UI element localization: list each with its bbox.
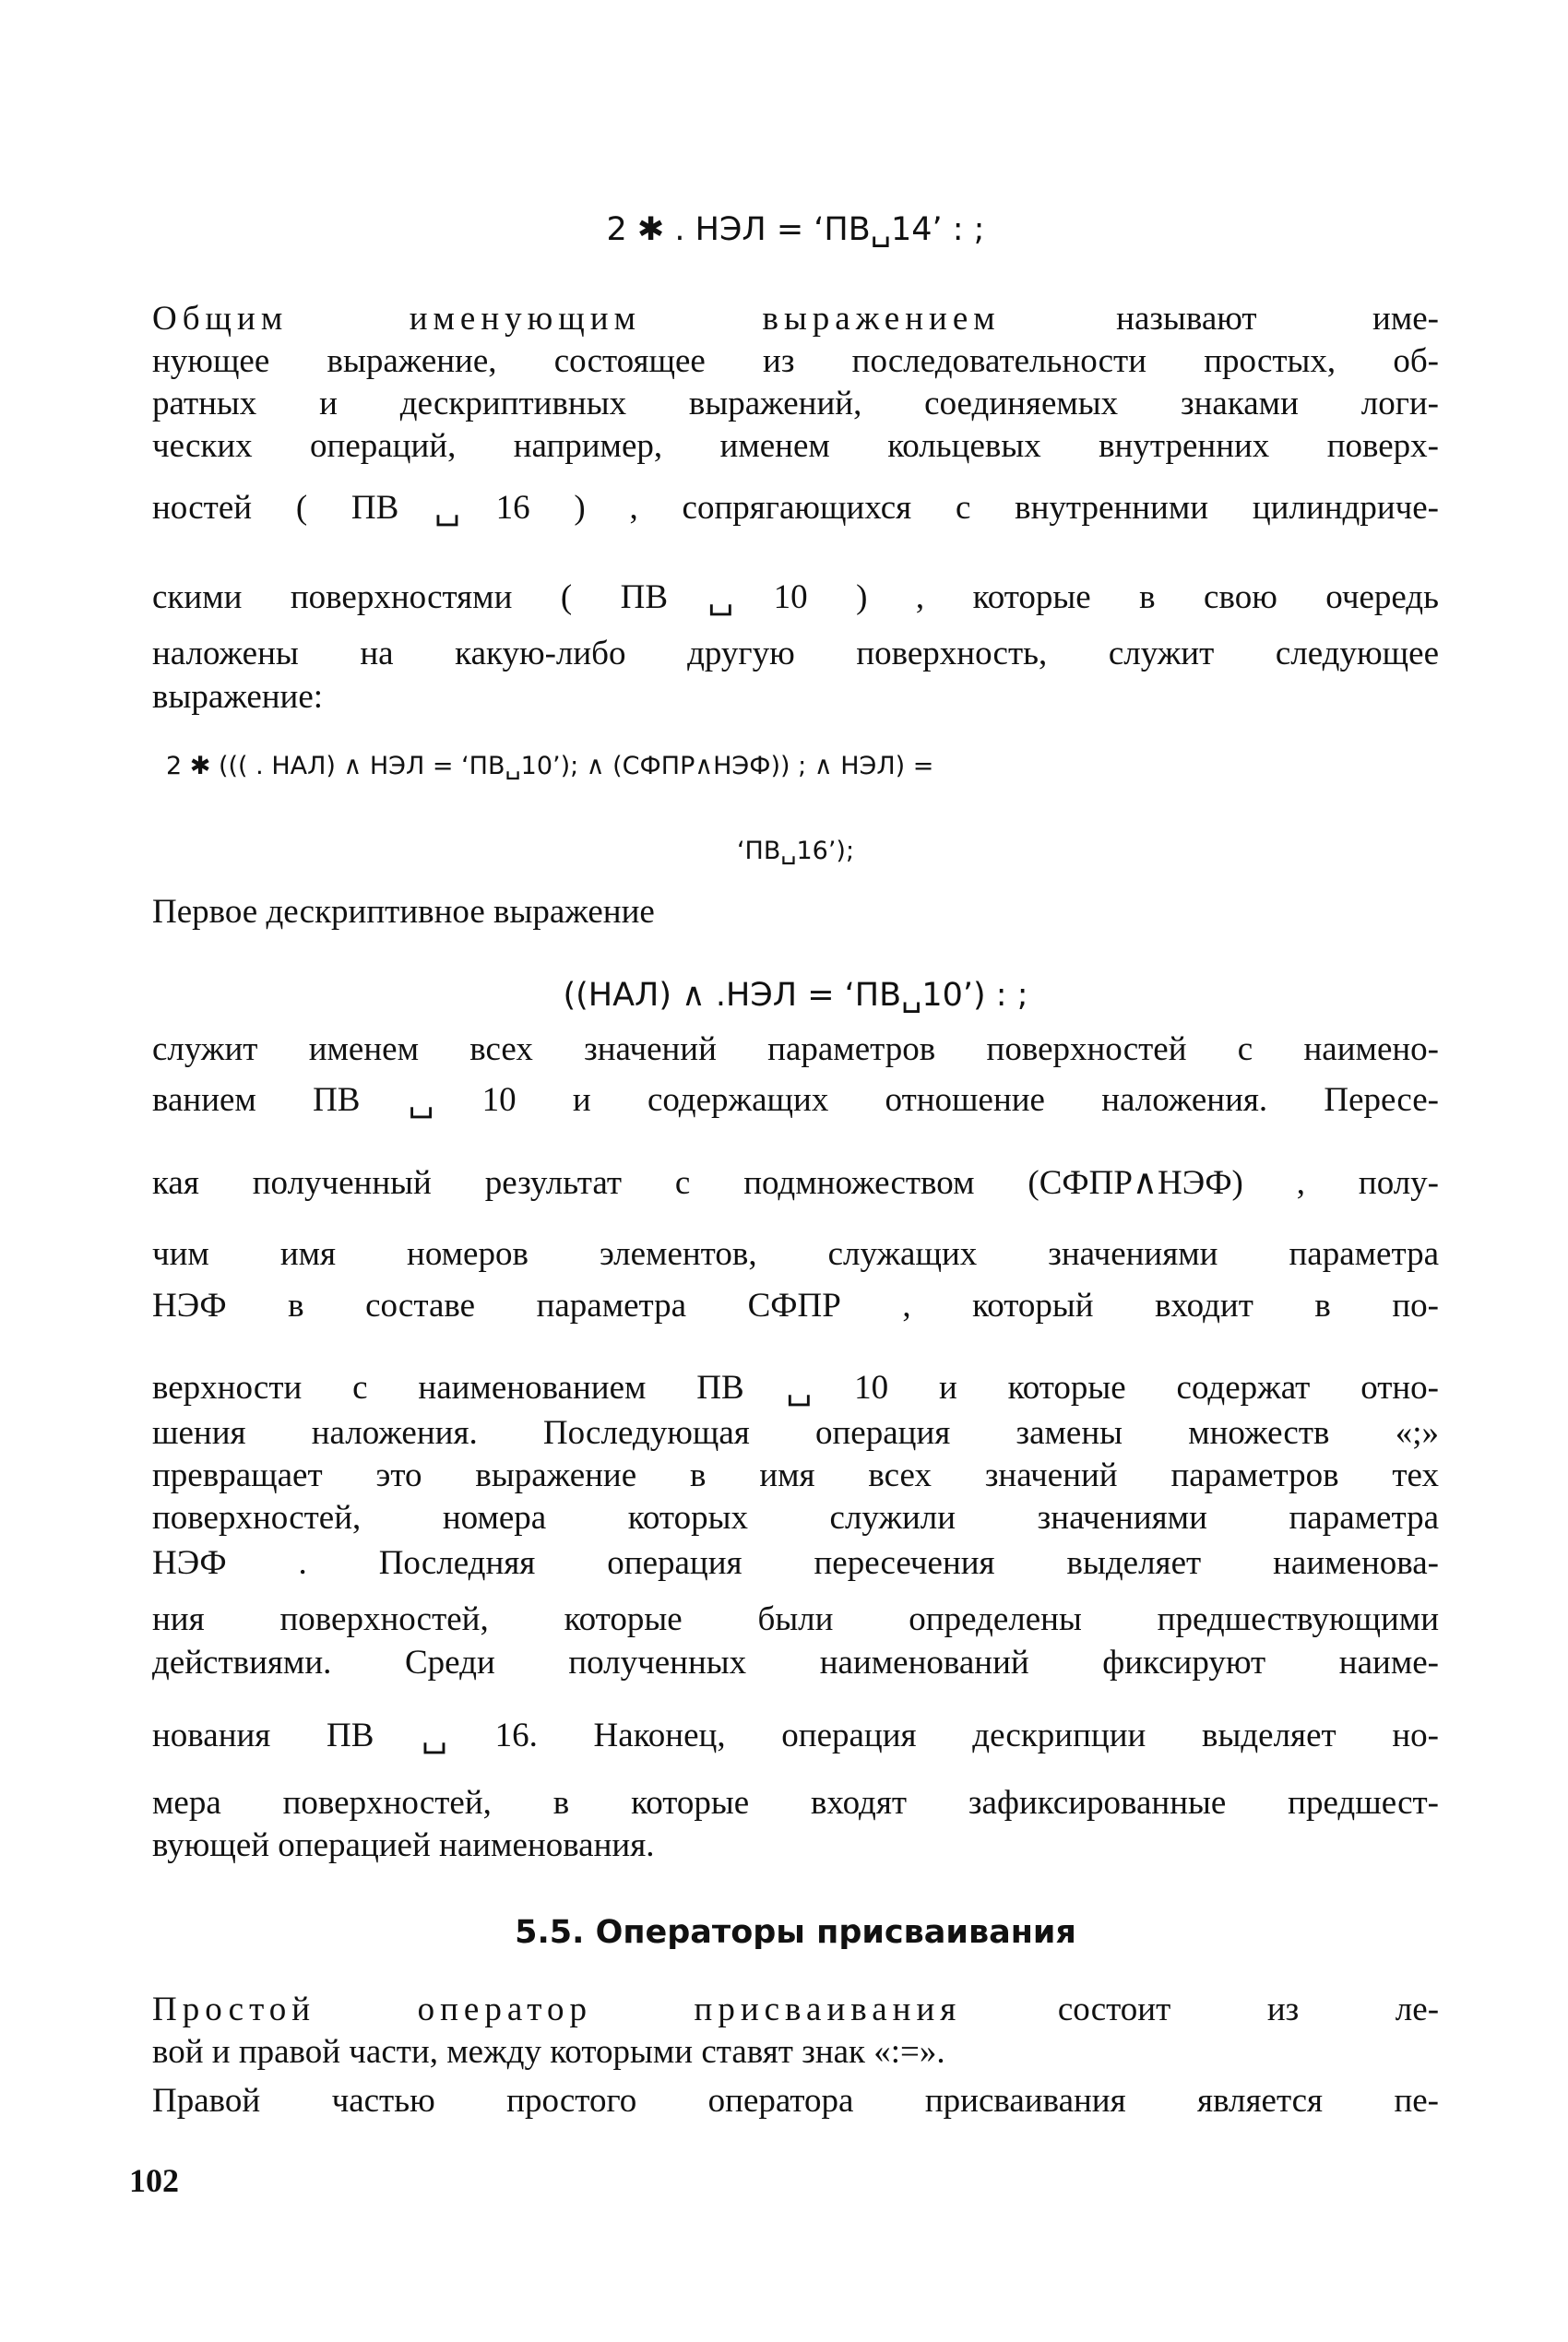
paragraph-1-line-5: ностей ( ПВ␣16 ) , сопрягающихся с внутренними цилиндриче- [152,489,1439,527]
paragraph-1-line-7: наложены на какую-либо другую поверхность, служит следующее [152,635,1439,672]
term-simple-assignment-operator: Простой оператор присваивания [152,1991,962,2028]
paragraph-3-line-6: верхности с наименованием ПВ␣10 и которые содержат отно- [152,1369,1439,1407]
paragraph-1-line-8: выражение: [152,678,324,716]
paragraph-3-line-1: служит именем всех значений параметров поверхностей с наимено- [152,1030,1439,1068]
paragraph-3-line-15: вующей операцией наименования. [152,1826,655,1864]
formula-2-line-2: ‘ПВ␣16’); [736,837,855,865]
paragraph-3-line-9: поверхностей, номера которых служили значениями параметра [152,1499,1439,1537]
paragraph-4-line-3: Правой частью простого оператора присваивания является пе- [152,2082,1439,2120]
paragraph-1-line-2: нующее выражение, состоящее из последовательности простых, об- [152,342,1439,380]
formula-3: ((НАЛ) ∧ .НЭЛ = ‘ПВ␣10’) : ; [563,977,1028,1014]
paragraph-3-line-14: мера поверхностей, в которые входят зафиксированные предшест- [152,1784,1439,1822]
paragraph-1-line-4: ческих операций, например, именем кольцевых внутренних поверх- [152,427,1439,465]
paragraph-3-line-10: НЭФ . Последняя операция пересечения выделяет наименова- [152,1544,1439,1582]
formula-2-line-1: 2 ✱ ((( . НАЛ) ∧ НЭЛ = ‘ПВ␣10’); ∧ (СФПР∧НЭФ)) ; ∧ НЭЛ) = [166,752,934,780]
paragraph-3-line-5: НЭФ в составе параметра СФПР , который входит в по- [152,1287,1439,1325]
paragraph-4-line-1 [152,1989,1439,2031]
paragraph-1-line-6: скими поверхностями ( ПВ␣10 ) , которые в свою очередь [152,578,1439,616]
paragraph-2-line-1: Первое дескриптивное выражение [152,893,655,931]
paragraph-3-line-2: ванием ПВ␣10 и содержащих отношение наложения. Пересе- [152,1081,1439,1119]
paragraph-3-line-13: нования ПВ␣16. Наконец, операция дескрипции выделяет но- [152,1717,1439,1754]
paragraph-3-line-8: превращает это выражение в имя всех значений параметров тех [152,1456,1439,1494]
text-span: состоит из ле- [1057,1991,1440,2028]
page-number: 102 [129,2162,179,2199]
term-general-naming-expression: Общим именующим выражением [152,300,1001,338]
paragraph-3-line-4: чим имя номеров элементов, служащих значениями параметра [152,1235,1439,1273]
paragraph-4-line-2: вой и правой части, между которыми ставят знак «:=». [152,2033,945,2071]
text-span: называют име- [1116,300,1439,338]
formula-1: 2 ✱ . НЭЛ = ‘ПВ␣14’ : ; [606,211,985,248]
section-heading: 5.5. Операторы присваивания [515,1914,1076,1951]
paragraph-1-line-1 [152,298,1439,340]
paragraph-3-line-11: ния поверхностей, которые были определены предшествующими [152,1600,1439,1638]
paragraph-1-line-3: ратных и дескриптивных выражений, соединяемых знаками логи- [152,385,1439,422]
paragraph-3-line-12: действиями. Среди полученных наименований фиксируют наиме- [152,1644,1439,1682]
paragraph-3-line-3: кая полученный результат с подмножеством (СФПР∧НЭФ) , полу- [152,1164,1439,1202]
paragraph-3-line-7: шения наложения. Последующая операция замены множеств «;» [152,1414,1439,1452]
